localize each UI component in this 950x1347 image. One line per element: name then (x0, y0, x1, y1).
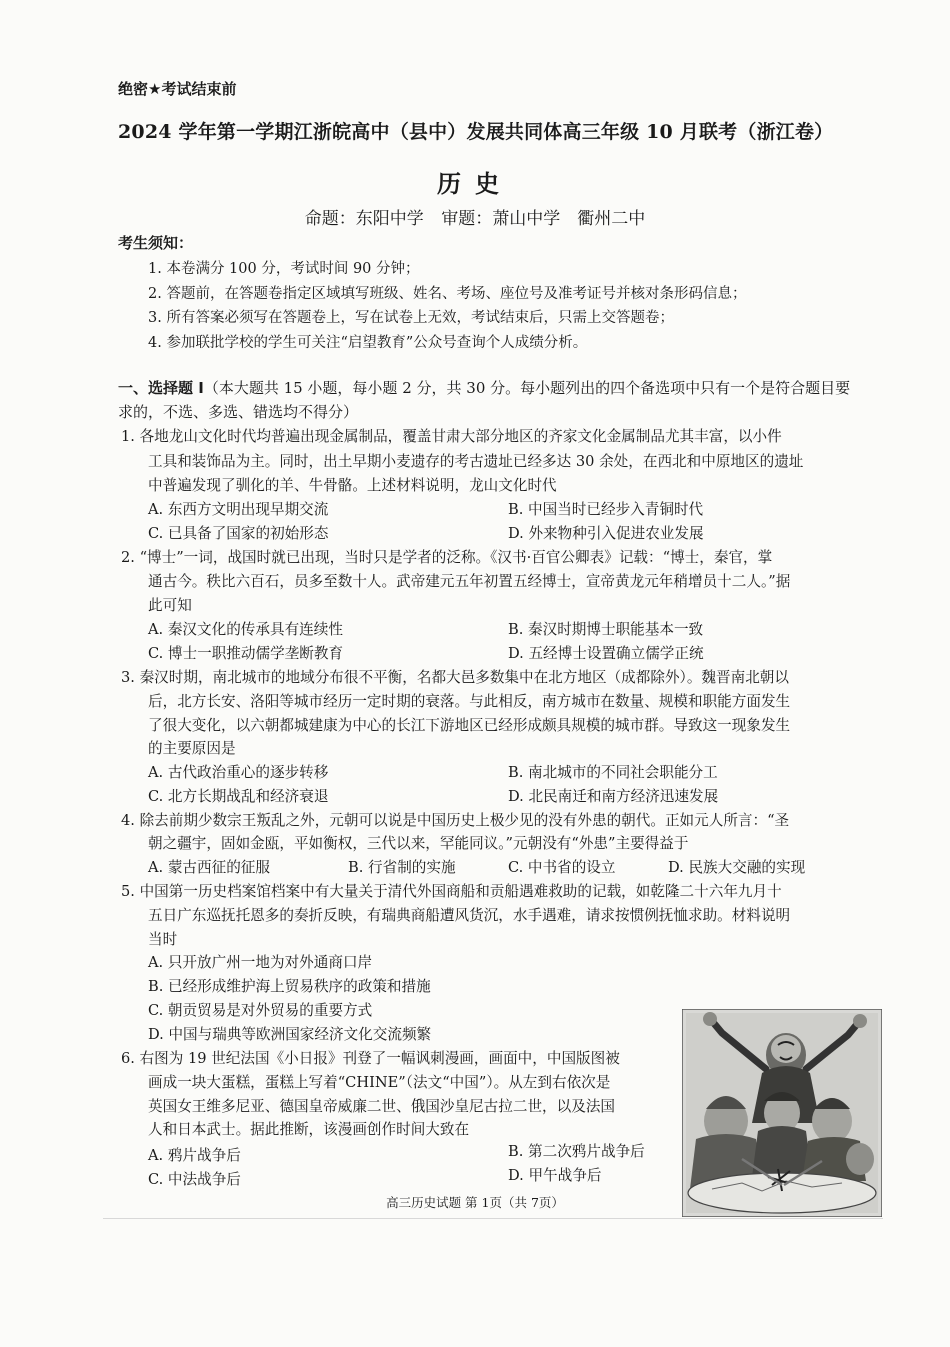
question-6-line: 6. 右图为 19 世纪法国《小日报》刊登了一幅讽刺漫画，画面中，中国版图被 (121, 1050, 620, 1067)
question-2-option-b: B. 秦汉时期博士职能基本一致 (508, 621, 704, 638)
question-6-line: 英国女王维多尼亚、德国皇帝威廉二世、俄国沙皇尼古拉二世，以及法国 (148, 1098, 616, 1115)
question-1-line: 中普遍发现了驯化的羊、牛骨骼。上述材料说明，龙山文化时代 (148, 477, 557, 494)
setter-label: 命题：东阳中学 (304, 209, 424, 229)
question-3-line: 3. 秦汉时期，南北城市的地域分布很不平衡，名都大邑多数集中在北方地区（成都除外）。魏晋南北朝以 (121, 669, 789, 686)
question-1-option-a: A. 东西方文明出现早期交流 (148, 501, 329, 518)
question-2-line: 此可知 (148, 597, 192, 614)
question-6-option-a: A. 鸦片战争后 (148, 1147, 241, 1164)
question-6-option-c: C. 中法战争后 (148, 1171, 241, 1188)
question-1-line: 1. 各地龙山文化时代均普遍出现金属制品，覆盖甘肃大部分地区的齐家文化金属制品尤其丰富，以小件 (121, 428, 782, 445)
section-text: （本大题共 15 小题，每小题 2 分，共 30 分。每小题列出的四个备选项中只有一个是符合题目要求的，不选、多选、错选均不得分） (118, 379, 851, 421)
question-3-option-a: A. 古代政治重心的逐步转移 (148, 764, 329, 781)
page-footer: 高三历史试题 第 1页（共 7页） (386, 1195, 564, 1210)
question-6-option-d: D. 甲午战争后 (508, 1167, 602, 1184)
question-2-option-c: C. 博士一职推动儒学垄断教育 (148, 645, 344, 662)
exam-title: 2024 学年第一学期江浙皖高中（县中）发展共同体高三年级 10 月联考（浙江卷） (118, 121, 834, 143)
question-4-option-b: B. 行省制的实施 (348, 859, 456, 876)
question-3-line: 的主要原因是 (148, 740, 236, 757)
question-2-line: 2. “博士”一词，战国时就已出现，当时只是学者的泛称。《汉书·百官公卿表》记载：“博士，秦官，掌 (121, 549, 773, 566)
authors-line (0, 204, 950, 229)
question-3-line: 了很大变化，以六朝都城建康为中心的长江下游地区已经形成颇具规模的城市群。导致这一现象发生 (148, 717, 791, 734)
question-2-line: 通古今。秩比六百石，员多至数十人。武帝建元五年初置五经博士，宣帝黄龙元年稍增员十二人。”据 (148, 573, 791, 590)
reviewer-label: 审题：萧山中学 衢州二中 (441, 209, 646, 229)
section-heading (118, 376, 863, 424)
question-5-line: 五日广东巡抚托恩多的奏折反映，有瑞典商船遭风货沉，水手遇难，请求按惯例抚恤求助。材料说明 (148, 907, 791, 924)
question-4-option-d: D. 民族大交融的实现 (668, 859, 806, 876)
section-label: 一、选择题 I (118, 379, 204, 397)
question-5-option-b: B. 已经形成维护海上贸易秩序的政策和措施 (148, 978, 431, 995)
subject-title: 历史 (437, 169, 513, 198)
question-4-option-c: C. 中书省的设立 (508, 859, 616, 876)
question-2-option-d: D. 五经博士设置确立儒学正统 (508, 645, 704, 662)
question-3-line: 后，北方长安、洛阳等城市经历一定时期的衰落。与此相反，南方城市在数量、规模和职能方面发生 (148, 693, 791, 710)
question-5-line: 当时 (148, 931, 178, 948)
notice-heading: 考生须知： (118, 234, 194, 252)
notice-item: 1. 本卷满分 100 分，考试时间 90 分钟； (148, 261, 420, 277)
question-4-line: 朝之疆宇，固如金瓯，平如衡权，三代以来，罕能同议。”元朝没有“外患”主要得益于 (148, 835, 689, 852)
question-1-option-d: D. 外来物种引入促进农业发展 (508, 525, 704, 542)
question-4-option-a: A. 蒙古西征的征服 (148, 859, 270, 876)
question-1-line: 工具和装饰品为主。同时，出土早期小麦遗存的考古遗址已经多达 30 余处，在西北和中原地区的遗址 (148, 453, 804, 470)
confidential-label: 绝密★考试结束前 (118, 80, 237, 98)
question-4-line: 4. 除去前期少数宗王叛乱之外，元朝可以说是中国历史上极少见的没有外患的朝代。正如元人所言：“圣 (121, 812, 790, 829)
footer-rule (103, 1218, 883, 1219)
question-5-option-c: C. 朝贡贸易是对外贸易的重要方式 (148, 1002, 373, 1019)
question-5-line: 5. 中国第一历史档案馆档案中有大量关于清代外国商船和贡船遇难救助的记载，如乾隆二十六年九月十 (121, 883, 782, 900)
notice-item: 3. 所有答案必须写在答题卷上，写在试卷上无效，考试结束后，只需上交答题卷； (148, 310, 674, 326)
notice-item: 2. 答题前，在答题卷指定区域填写班级、姓名、考场、座位号及准考证号并核对条形码信息； (148, 286, 747, 302)
question-3-option-c: C. 北方长期战乱和经济衰退 (148, 788, 329, 805)
question-2-option-a: A. 秦汉文化的传承具有连续性 (148, 621, 343, 638)
question-3-option-d: D. 北民南迁和南方经济迅速发展 (508, 788, 719, 805)
question-1-option-c: C. 已具备了国家的初始形态 (148, 525, 329, 542)
satirical-cartoon-image (682, 1009, 882, 1217)
question-5-option-a: A. 只开放广州一地为对外通商口岸 (148, 954, 373, 971)
question-6-option-b: B. 第二次鸦片战争后 (508, 1143, 645, 1160)
question-3-option-b: B. 南北城市的不同社会职能分工 (508, 764, 718, 781)
notice-item: 4. 参加联批学校的学生可关注“启望教育”公众号查询个人成绩分析。 (148, 335, 588, 351)
question-6-line: 画成一块大蛋糕，蛋糕上写着“CHINE”（法文“中国”）。从左到右依次是 (148, 1074, 611, 1091)
question-6-line: 人和日本武士。据此推断，该漫画创作时间大致在 (148, 1121, 470, 1138)
question-5-option-d: D. 中国与瑞典等欧洲国家经济文化交流频繁 (148, 1026, 432, 1043)
question-1-option-b: B. 中国当时已经步入青铜时代 (508, 501, 704, 518)
